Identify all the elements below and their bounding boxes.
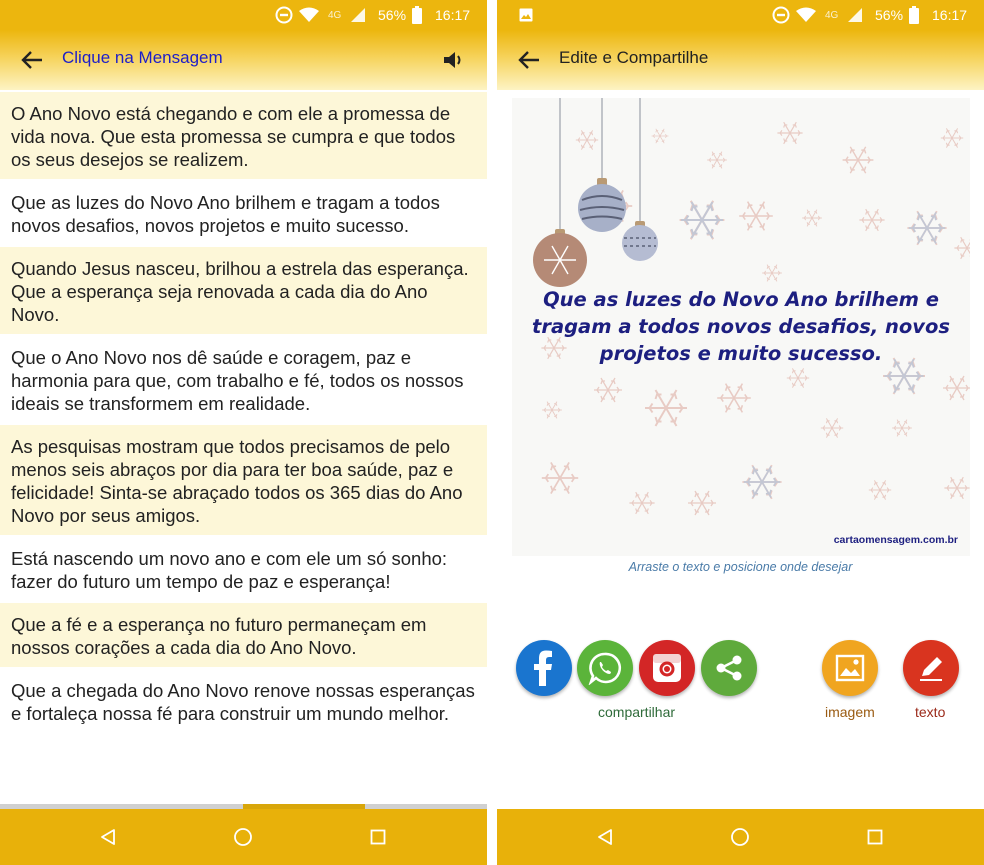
battery-icon: [412, 0, 422, 30]
signal-icon: [350, 0, 366, 30]
card-message-text[interactable]: Que as luzes do Novo Ano brilhem e tragam a todos novos desafios, novos projetos e muito sucesso.: [532, 288, 951, 365]
home-nav-icon[interactable]: [231, 825, 255, 849]
card-watermark: cartaomensagem.com.br: [833, 534, 958, 546]
message-item[interactable]: Que o Ano Novo nos dê saúde e coragem, paz e harmonia para que, com trabalho e fé, todos os nossos ideais se transformem em realidade.: [0, 336, 487, 425]
instagram-icon: [651, 652, 683, 684]
network-type: 4G: [328, 9, 342, 21]
wifi-icon: [299, 0, 319, 30]
facebook-icon: [529, 650, 559, 686]
clock: 16:17: [932, 7, 968, 23]
page-title: Edite e Compartilhe: [559, 48, 709, 67]
message-item[interactable]: Que a fé e a esperança no futuro permaneçam em nossos corações a cada dia do Ano Novo.: [0, 603, 487, 669]
recents-nav-icon[interactable]: [366, 825, 390, 849]
battery-icon: [909, 0, 919, 30]
left-screen: [0, 0, 487, 865]
image-label: imagem: [825, 704, 875, 720]
back-nav-icon[interactable]: [593, 825, 617, 849]
message-card: [512, 98, 970, 556]
home-nav-icon[interactable]: [728, 825, 752, 849]
whatsapp-icon: [588, 651, 622, 685]
page-title: Clique na Mensagem: [62, 48, 223, 67]
status-bar: [0, 0, 487, 30]
back-arrow-icon[interactable]: [18, 46, 46, 74]
message-list: [0, 92, 487, 735]
text-button[interactable]: [903, 640, 959, 696]
image-icon: [835, 654, 865, 682]
message-item[interactable]: Que a chegada do Ano Novo renove nossas esperanças e fortaleça nossa fé para construir um mundo melhor.: [0, 669, 487, 735]
back-nav-icon[interactable]: [96, 825, 120, 849]
message-item[interactable]: Quando Jesus nasceu, brilhou a estrela das esperança. Que a esperança seja renovada a cada dia do Ano Novo.: [0, 247, 487, 336]
app-bar: [497, 30, 984, 90]
divider: [487, 0, 497, 865]
clock: 16:17: [435, 7, 471, 23]
battery-percent: 56%: [378, 7, 407, 23]
text-label: texto: [915, 704, 946, 720]
speaker-icon[interactable]: [439, 46, 467, 74]
recents-nav-icon[interactable]: [863, 825, 887, 849]
image-button[interactable]: [822, 640, 878, 696]
facebook-share-button[interactable]: [516, 640, 572, 696]
nav-bar: [0, 809, 487, 865]
message-item[interactable]: Está nascendo um novo ano e com ele um só sonho: fazer do futuro um tempo de paz e esperança!: [0, 537, 487, 603]
do-not-disturb-icon: [772, 0, 790, 30]
message-item[interactable]: Que as luzes do Novo Ano brilhem e tragam a todos novos desafios, novos projetos e muito sucesso.: [0, 181, 487, 247]
network-type: 4G: [825, 9, 839, 21]
signal-icon: [847, 0, 863, 30]
status-bar: [497, 0, 984, 30]
nav-bar: [497, 809, 984, 865]
do-not-disturb-icon: [275, 0, 293, 30]
ornaments: [533, 98, 658, 287]
message-item[interactable]: As pesquisas mostram que todos precisamos de pelo menos seis abraços por dia para ter boa saúde, paz e felicidade! Sinta-se abraçado todos os 365 dias do Ano Novo por seus amigos.: [0, 425, 487, 537]
gallery-notification-icon: [519, 0, 533, 30]
wifi-icon: [796, 0, 816, 30]
share-label: compartilhar: [598, 704, 676, 720]
pencil-icon: [916, 653, 946, 683]
share-button[interactable]: [701, 640, 757, 696]
back-arrow-icon[interactable]: [515, 46, 543, 74]
message-item[interactable]: O Ano Novo está chegando e com ele a promessa de vida nova. Que esta promessa se cumpra e que todos os seus desejos se realizem.: [0, 92, 487, 181]
instagram-share-button[interactable]: [639, 640, 695, 696]
app-bar: [0, 30, 487, 90]
drag-hint: Arraste o texto e posicione onde desejar: [628, 560, 853, 574]
whatsapp-share-button[interactable]: [577, 640, 633, 696]
battery-percent: 56%: [875, 7, 904, 23]
right-screen: [497, 0, 984, 865]
share-icon: [714, 653, 744, 683]
